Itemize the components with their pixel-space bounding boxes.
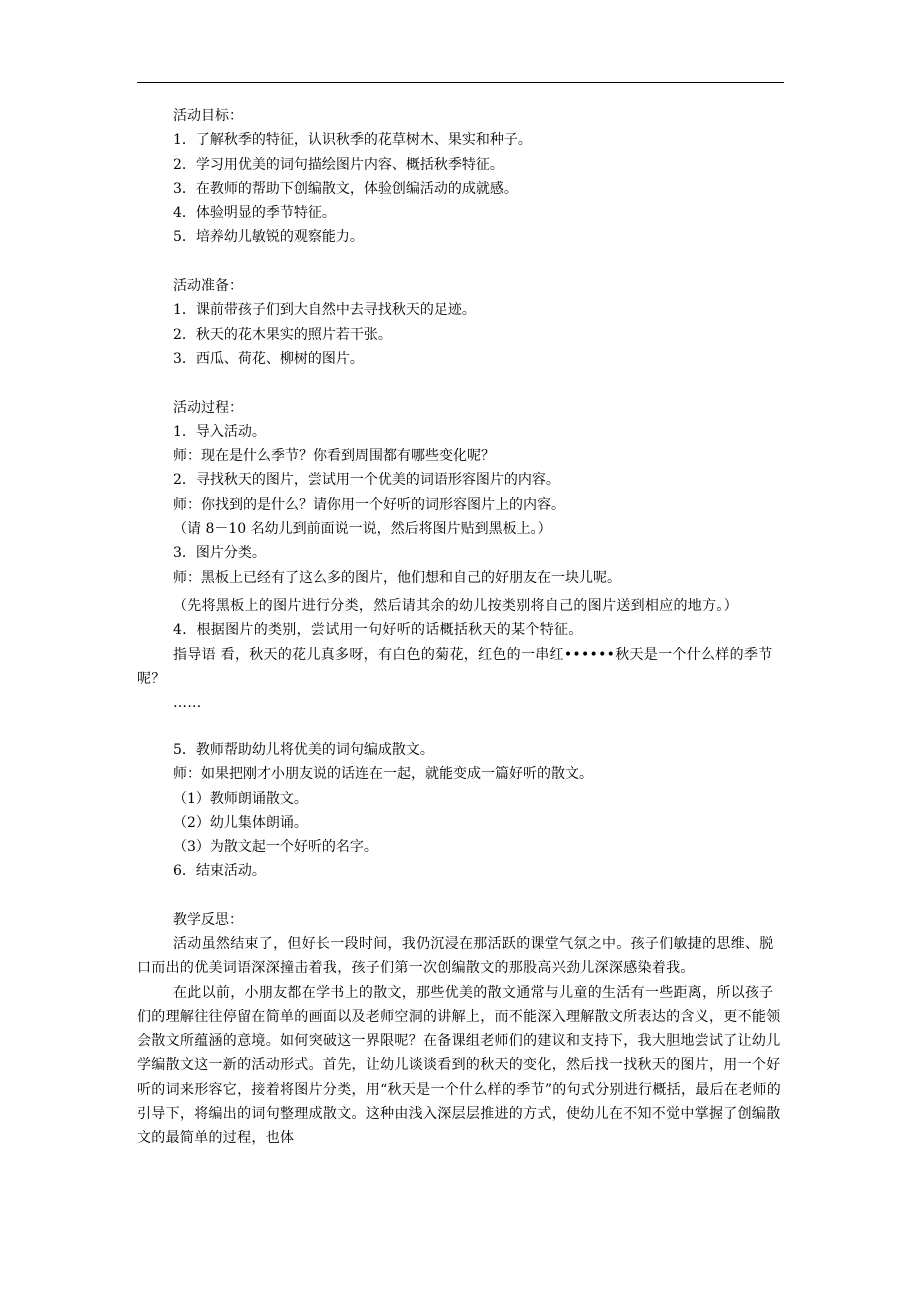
process-line: 3．图片分类。 <box>173 545 266 562</box>
process-line: （3）为散文起一个好听的名字。 <box>173 839 378 856</box>
reflection-heading: 教学反思： <box>173 912 243 929</box>
process-line: 2．寻找秋天的图片，尝试用一个优美的词语形容图片的内容。 <box>173 472 560 489</box>
process-line: 师：如果把刚才小朋友说的话连在一起，就能变成一篇好听的散文。 <box>173 766 593 783</box>
process-line: （1）教师朗诵散文。 <box>173 790 308 807</box>
process-heading: 活动过程： <box>173 399 243 416</box>
prep-item: 2．秋天的花木果实的照片若干张。 <box>173 326 392 343</box>
goal-item: 5．培养幼儿敏锐的观察能力。 <box>173 229 364 246</box>
step-4: 4．根据图片的类别，尝试用一句好听的话概括秋天的某个特征。 <box>173 622 583 639</box>
process-line: （请 8－10 名幼儿到前面说一说，然后将图片贴到黑板上。） <box>173 521 552 538</box>
prep-heading: 活动准备： <box>173 278 243 295</box>
reflection-paragraph: 在此以前，小朋友都在学书上的散文，那些优美的散文通常与儿童的生活有一些距离，所以孩子们的理解往往停留在简单的画面以及老师空洞的讲解上，而不能深入理解散文所表达的含义，更不能领会散文所蕴涵的意境。如何突破这一界限呢？在备课组老师们的建议和支持下，我大胆地尝试了让幼儿学编散文这一新的活动形式。首先，让幼儿谈谈看到的秋天的变化，然后找一找秋天的图片，用一个好听的词来形容它，接着将图片分类，用“秋天是一个什么样的季节”的句式分别进行概括，最后在老师的引导下，将编出的词句整理成散文。这种由浅入深层层推进的方式，使幼儿在不知不觉中掌握了创编散文的最简单的过程，也体 <box>137 984 782 1147</box>
goal-item: 2．学习用优美的词句描绘图片内容、概括秋季特征。 <box>173 156 504 173</box>
goal-item: 3．在教师的帮助下创编散文，体验创编活动的成就感。 <box>173 180 518 197</box>
reflection-body <box>137 932 785 1151</box>
goal-item: 4．体验明显的季节特征。 <box>173 205 336 222</box>
goals-heading: 活动目标： <box>173 108 243 124</box>
sort-note: （先将黑板上的图片进行分类，然后请其余的幼儿按类别将自己的图片送到相应的地方。） <box>173 598 738 614</box>
process-line: 师：现在是什么季节？你看到周围都有哪些变化呢？ <box>173 448 495 465</box>
goal-item: 1．了解秋季的特征，认识秋季的花草树木、果实和种子。 <box>173 132 532 149</box>
process-line: 师：黑板上已经有了这么多的图片，他们想和自己的好朋友在一块儿呢。 <box>173 569 621 586</box>
process-line: 6．结束活动。 <box>173 863 266 880</box>
reflection-paragraph: 活动虽然结束了，但好长一段时间，我仍沉浸在那活跃的课堂气氛之中。孩子们敏捷的思维、脱口而出的优美词语深深撞击着我，孩子们第一次创编散文的那股高兴劲儿深深感染着我。 <box>137 936 774 977</box>
header-rule <box>137 82 784 83</box>
process-continued <box>173 738 785 932</box>
prep-item: 1．课前带孩子们到大自然中去寻找秋天的足迹。 <box>173 302 476 319</box>
process-line: 1．导入活动。 <box>173 423 266 440</box>
process-line: （2）幼儿集体朗诵。 <box>173 814 308 831</box>
ellipsis: …… <box>173 695 202 712</box>
sort-note-block <box>137 594 785 715</box>
guide-text: 指导语 看，秋天的花儿真多呀，有白色的菊花，红色的一串红••••••秋天是一个什么样的季节呢？ <box>137 646 773 687</box>
process-line: 5．教师帮助幼儿将优美的词句编成散文。 <box>173 742 434 758</box>
process-line: 师：你找到的是什么？请你用一个好听的词形容图片上的内容。 <box>173 496 565 513</box>
document-body <box>173 104 785 590</box>
prep-item: 3．西瓜、荷花、柳树的图片。 <box>173 350 364 367</box>
